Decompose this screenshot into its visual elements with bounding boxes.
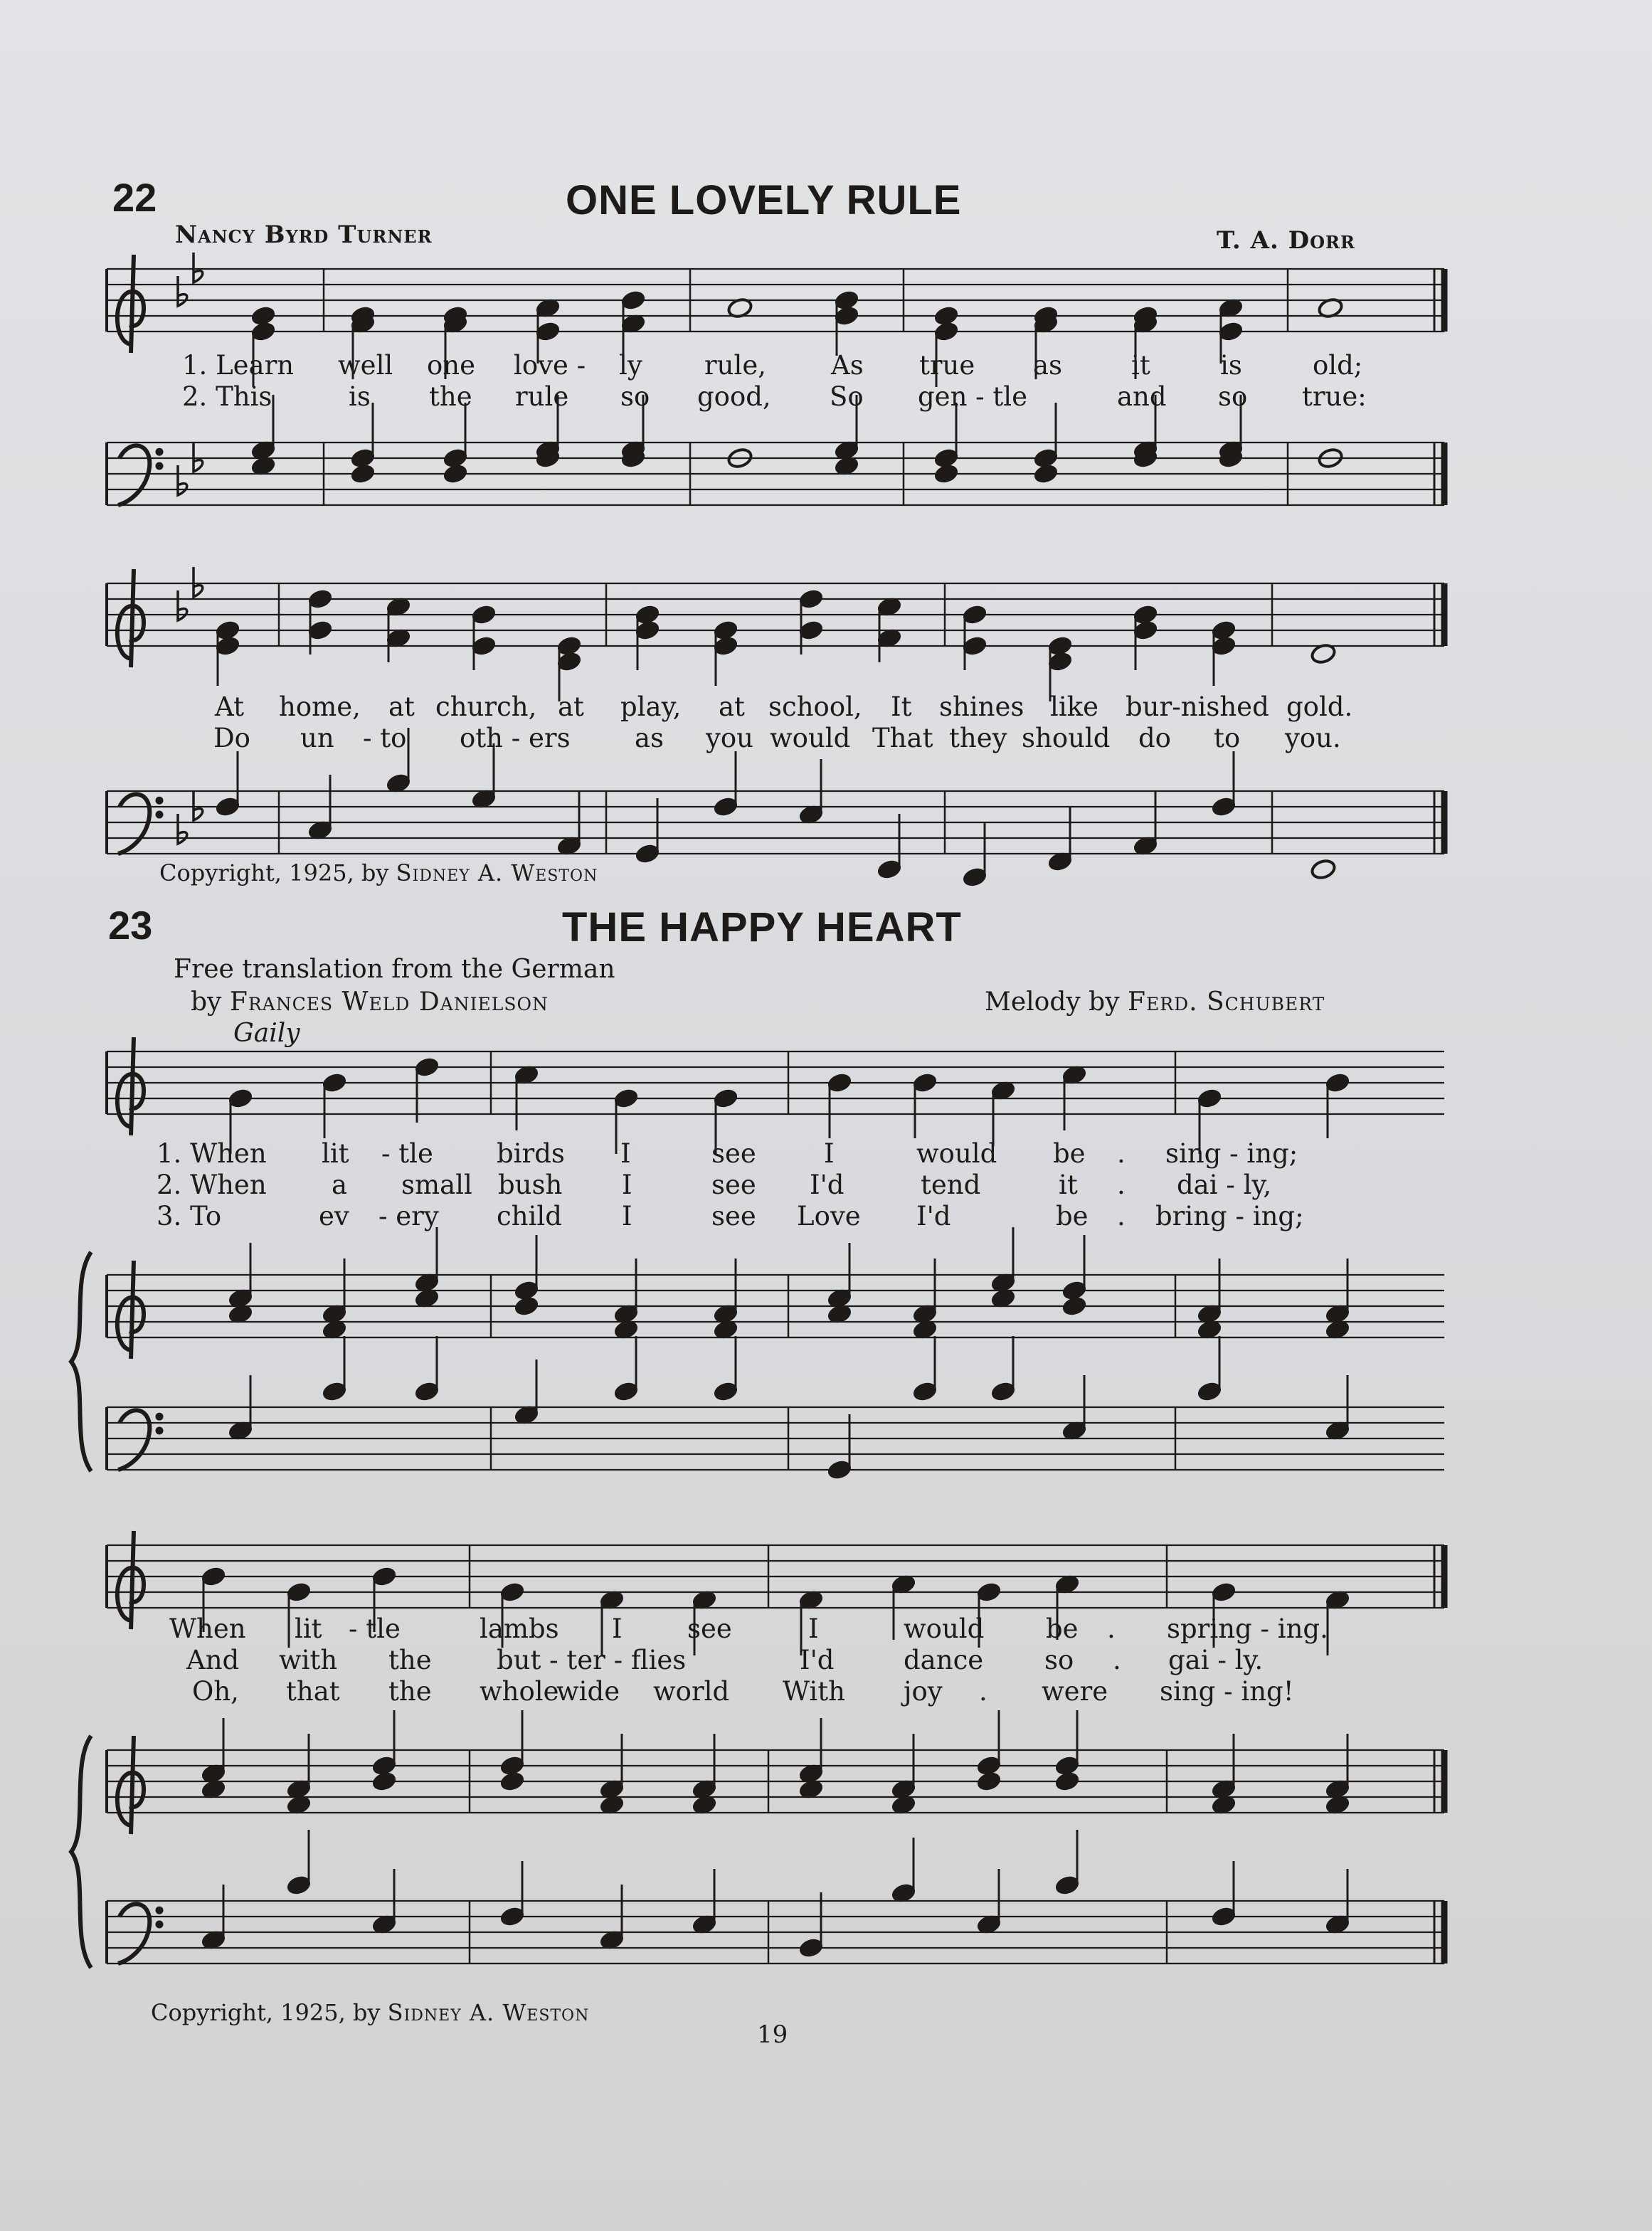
page-number: 19 [757,2020,788,2049]
lyric-word: old; [1313,350,1363,381]
lyric-word: 1. Learn [182,350,295,381]
lyric-word: gold. [1286,691,1353,722]
lyric-word: whole [480,1676,559,1707]
lyric-word: that [286,1676,340,1707]
lyric-word: love - [514,350,586,381]
hymn-22-composer: T. A. Dorr [1217,226,1355,255]
lyric-word: I'd [800,1645,835,1675]
lyric-word: Do [213,723,250,753]
bass-clef-dot [156,811,163,818]
bass-clef [118,1904,149,1964]
lyric-word: to [1214,723,1241,753]
lyric-word: is [1220,350,1242,381]
lyric-word: Oh, [192,1676,239,1707]
lyric-word: As [831,350,864,381]
bass-clef-dot [156,1427,163,1434]
lyric-word: . [1113,1645,1121,1675]
lyric-word: . [1117,1201,1126,1231]
lyric-word: 3. To [157,1201,222,1231]
lyric-word: gen - tle [918,381,1028,412]
lyric-word: it [1059,1170,1078,1200]
lyric-word: sing - ing! [1160,1676,1294,1707]
lyric-word: see [711,1170,756,1200]
lyric-word: birds [497,1138,565,1169]
lyric-word: home, [279,691,361,722]
lyric-word: sing - ing; [1165,1138,1298,1169]
lyric-word: I [612,1613,623,1644]
note-head [1061,1295,1088,1318]
lyric-word: at [558,691,584,722]
lyric-word: the [388,1676,432,1707]
lyric-word: play, [620,691,682,722]
lyric-word: . [1107,1613,1116,1644]
flat-sign [194,567,203,597]
lyric-word: - ery [378,1201,439,1231]
lyric-word: with [279,1645,338,1675]
hymn-23-composer: Melody by Ferd. Schubert [985,987,1325,1017]
lyric-word: lit [322,1138,349,1169]
lyric-word: church, [435,691,537,722]
lyric-word: ev [319,1201,349,1231]
lyric-word: - tle [349,1613,401,1644]
note-head [933,462,960,485]
hymn-23-translator: by Frances Weld Danielson [191,987,549,1017]
lyric-word: would [916,1138,997,1169]
lyric-word: you. [1285,723,1341,753]
lyric-word: a [332,1170,348,1200]
lyric-word: were [1042,1676,1108,1707]
flat-sign [178,465,187,495]
bass-clef-dot [156,462,163,470]
lyric-word: I [622,1201,632,1231]
lyric-word: is [349,381,371,412]
lyric-word: At [215,691,244,722]
lyric-word: they [949,723,1007,753]
note-head [513,1295,540,1318]
flat-sign [194,790,203,820]
lyric-word: When [169,1613,246,1644]
lyric-word: should [1022,723,1111,753]
lyric-word: 2. When [157,1170,267,1200]
lyric-word: lambs [480,1613,559,1644]
lyric-word: the [388,1645,432,1675]
bass-clef [118,1410,149,1470]
hymn-23-copyright: Copyright, 1925, by Sidney A. Weston [151,1999,590,2026]
flat-sign [194,253,203,282]
lyric-word: as [635,723,664,753]
lyric-word: 1. When [157,1138,267,1169]
lyric-word: I'd [916,1201,951,1231]
note-head [1054,1770,1081,1793]
lyric-word: you [706,723,754,753]
lyric-word: 2. This [182,381,272,412]
lyric-word: one [427,350,476,381]
lyric-word: bush [498,1170,563,1200]
lyric-word: I [808,1613,819,1644]
lyric-word: child [497,1201,562,1231]
flat-sign [178,276,187,306]
note-head [371,1770,398,1793]
hymn-22-title: ONE LOVELY RULE [566,177,962,223]
flat-sign [178,590,187,620]
bass-clef-dot [156,1921,163,1928]
lyric-word: I'd [810,1170,844,1200]
note-head [349,462,376,485]
lyric-word: as [1033,350,1063,381]
lyric-word: shines [939,691,1024,722]
lyric-word: And [186,1645,240,1675]
lyric-word: it [1131,350,1150,381]
lyric-word: That [872,723,933,753]
lyric-word: With [783,1676,845,1707]
lyric-word: lit [295,1613,322,1644]
lyric-word: true: [1302,381,1367,412]
hymn-23-number: 23 [108,903,153,948]
lyric-word: at [388,691,415,722]
lyric-word: and [1117,381,1167,412]
grand-staff-brace [71,1736,91,1968]
hymn-23-title: THE HAPPY HEART [562,904,962,950]
note-head [250,304,277,327]
lyric-word: would [904,1613,985,1644]
note-head [499,1770,526,1793]
bass-clef [118,445,149,505]
grand-staff-brace [71,1252,91,1471]
lyric-word: do [1138,723,1171,753]
lyric-word: It [891,691,912,722]
lyric-word: the [429,381,472,412]
lyric-word: bring - ing; [1155,1201,1304,1231]
hymn-22-author: Nancy Byrd Turner [175,221,433,249]
lyric-word: be [1046,1613,1079,1644]
hymn-22-number: 22 [112,175,157,220]
lyric-word: joy [904,1676,943,1707]
lyric-word: I [622,1170,632,1200]
lyric-word: world [653,1676,730,1707]
lyric-word: rule [515,381,569,412]
lyric-word: so [620,381,650,412]
lyric-word: So [830,381,864,412]
bass-clef [118,794,149,854]
flat-sign [194,442,203,472]
lyric-word: . [1117,1170,1126,1200]
lyric-word: so [1218,381,1248,412]
flat-sign [178,814,187,844]
bass-clef-dot [156,448,163,455]
lyric-word: like [1050,691,1098,722]
lyric-word: true [919,350,975,381]
lyric-word: see [711,1138,756,1169]
hymn-23-translation-note: Free translation from the German [174,955,615,984]
bass-clef-dot [156,797,163,804]
lyric-word: rule, [704,350,767,381]
lyric-word: . [979,1676,988,1707]
note-head [933,304,960,327]
note-head [1310,858,1337,881]
lyric-word: wide [556,1676,620,1707]
note-head [442,462,469,485]
lyric-word: spring - ing. [1167,1613,1328,1644]
lyric-word: dance [904,1645,984,1675]
bass-clef-dot [156,1907,163,1914]
lyric-word: I [620,1138,631,1169]
lyric-word: - to [363,723,407,753]
tempo-marking: Gaily [233,1019,300,1048]
lyric-word: good, [697,381,771,412]
lyric-word: would [770,723,851,753]
hymn-22-copyright: Copyright, 1925, by Sidney A. Weston [159,859,598,886]
lyric-word: but - ter - flies [497,1645,687,1675]
lyric-word: dai - ly, [1177,1170,1272,1200]
lyric-word: small [401,1170,472,1200]
lyric-word: ly [619,350,642,381]
lyric-word: un [300,723,334,753]
lyric-word: I [824,1138,835,1169]
lyric-word: be [1056,1201,1089,1231]
lyric-word: gai - ly. [1168,1645,1264,1675]
lyric-word: be [1053,1138,1086,1169]
bass-clef-dot [156,1413,163,1420]
lyric-word: - tle [381,1138,433,1169]
note-head [1032,462,1059,485]
lyric-word: see [711,1201,756,1231]
note-head [975,1770,1002,1793]
lyric-word: bur-nished [1126,691,1269,722]
lyric-word: so [1044,1645,1074,1675]
lyric-word: see [687,1613,732,1644]
lyric-word: at [719,691,745,722]
lyric-word: . [1117,1138,1126,1169]
lyric-word: tend [921,1170,981,1200]
lyric-word: well [338,350,393,381]
lyric-word: oth - ers [460,723,571,753]
lyric-word: school, [768,691,862,722]
lyric-word: Love [797,1201,861,1231]
